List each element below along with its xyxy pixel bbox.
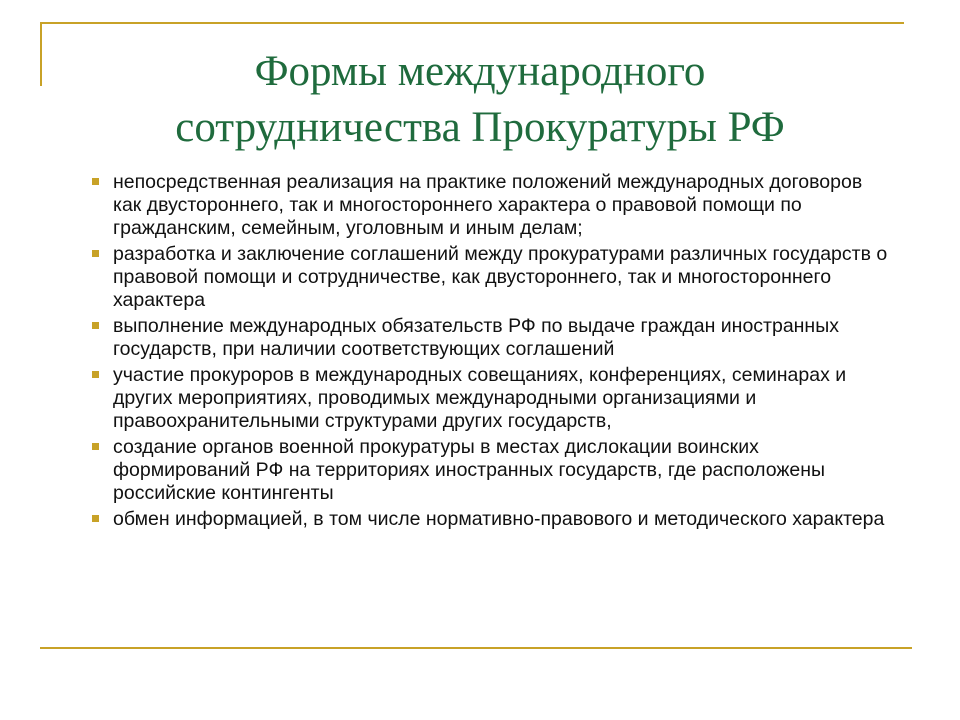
bullet-item [113, 243, 893, 312]
bullet-text: выполнение международных обязательств РФ по выдаче граждан иностранных государств, при наличии соответствующих соглашений [113, 315, 839, 360]
frame-bottom-line [40, 647, 912, 649]
square-bullet-icon [92, 371, 99, 378]
bullet-text: участие прокуроров в международных совещаниях, конференциях, семинарах и других мероприятиях, проводимых международными организациями и правоохранительными структурами других государств, [113, 364, 847, 432]
bullet-item [113, 315, 893, 361]
bullet-item [113, 171, 893, 240]
bullet-list [113, 171, 893, 534]
square-bullet-icon [92, 443, 99, 450]
bullet-text: создание органов военной прокуратуры в местах дислокации воинских формирований РФ на территориях иностранных государств, где расположены российские контингенты [113, 436, 826, 504]
bullet-text: обмен информацией, в том числе нормативно-правового и методического характера [113, 508, 885, 530]
bullet-item [113, 364, 893, 433]
bullet-text: непосредственная реализация на практике положений международных договоров как двустороннего, так и многостороннего характера о правовой помощи по гражданским, семейным, уголовным и иным делам; [113, 171, 863, 239]
square-bullet-icon [92, 515, 99, 522]
square-bullet-icon [92, 178, 99, 185]
square-bullet-icon [92, 250, 99, 257]
bullet-item [113, 436, 893, 505]
frame-top-line [40, 22, 904, 24]
bullet-item [113, 508, 893, 531]
slide-title [40, 44, 920, 156]
square-bullet-icon [92, 322, 99, 329]
slide-title-line-1: Формы международного [254, 48, 706, 95]
slide-title-line-2: сотрудничества Прокуратуры РФ [175, 104, 785, 151]
bullet-text: разработка и заключение соглашений между прокуратурами различных государств о правовой помощи и сотрудничестве, как двустороннего, так и многостороннего характера [113, 243, 888, 311]
